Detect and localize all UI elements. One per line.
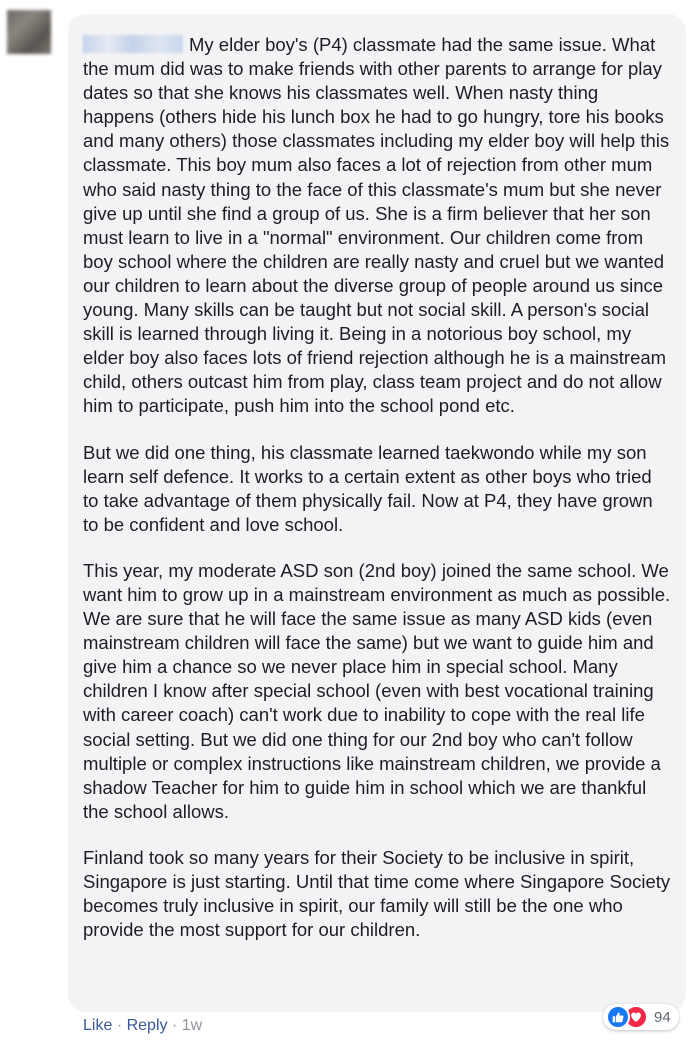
avatar[interactable] (7, 10, 51, 54)
comment-paragraph: My elder boy's (P4) classmate had the same issue. What the mum did was to make friends with other parents to arrange for play dates so that she knows his classmates well. When nasty thing happens (others hide his lunch box he had to go hungry, tore his books and many others) those classmates including my elder boy will help this classmate. This boy mum also faces a lot of rejection from other mum who said nasty thing to the face of this classmate's mum but she never give up until she find a group of us. She is a firm believer that her son must learn to live in a "normal" environment. Our children come from boy school where the children are really nasty and cruel but we wanted our children to learn about the diverse group of people around us since young. Many skills can be taught but not social skill. A person's social skill is learned through living it. Being in a notorious boy school, my elder boy also faces lots of friend rejection although he is a mainstream child, others outcast him from play, class team project and do not allow him to participate, push him into the school pond etc. (83, 34, 670, 417)
comment-paragraph: Finland took so many years for their Society to be inclusive in spirit, Singapore is just starting. Until that time come where Singapore Society becomes truly inclusive in spirit, our family will still be the one who provide the most support for our children. (83, 846, 671, 941)
reply-link[interactable]: Reply (126, 1017, 168, 1034)
comment-bubble (68, 14, 686, 1012)
commenter-name-blurred[interactable] (83, 35, 183, 53)
comment-actions (83, 1017, 202, 1035)
reaction-count: 94 (654, 1008, 671, 1026)
like-link[interactable]: Like (83, 1017, 113, 1034)
separator: · (116, 1017, 123, 1034)
like-icon (606, 1005, 630, 1029)
comment-paragraph: But we did one thing, his classmate learned taekwondo while my son learn self defence. It works to a certain extent as other boys who tried to take advantage of them physically fail. Now at P4, they have grown to be confident and love school. (83, 441, 653, 535)
separator: · (171, 1017, 178, 1034)
comment-paragraph: This year, my moderate ASD son (2nd boy) joined the same school. We want him to grow up in a mainstream environment as much as possible. We are sure that he will face the same issue as many ASD kids (even mainstream children will face the same) but we want to guide him and give him a chance so we never place him in special school. Many children I know after special school (even with best vocational training with career coach) can't work due to inability to cope with the real life social setting. But we did one thing for our 2nd boy who can't follow multiple or complex instructions like mainstream children, we provide a shadow Teacher for him to guide him in school which we are thankful the school allows. (83, 559, 671, 822)
reactions-summary[interactable] (603, 1004, 679, 1030)
timestamp[interactable]: 1w (181, 1017, 203, 1034)
